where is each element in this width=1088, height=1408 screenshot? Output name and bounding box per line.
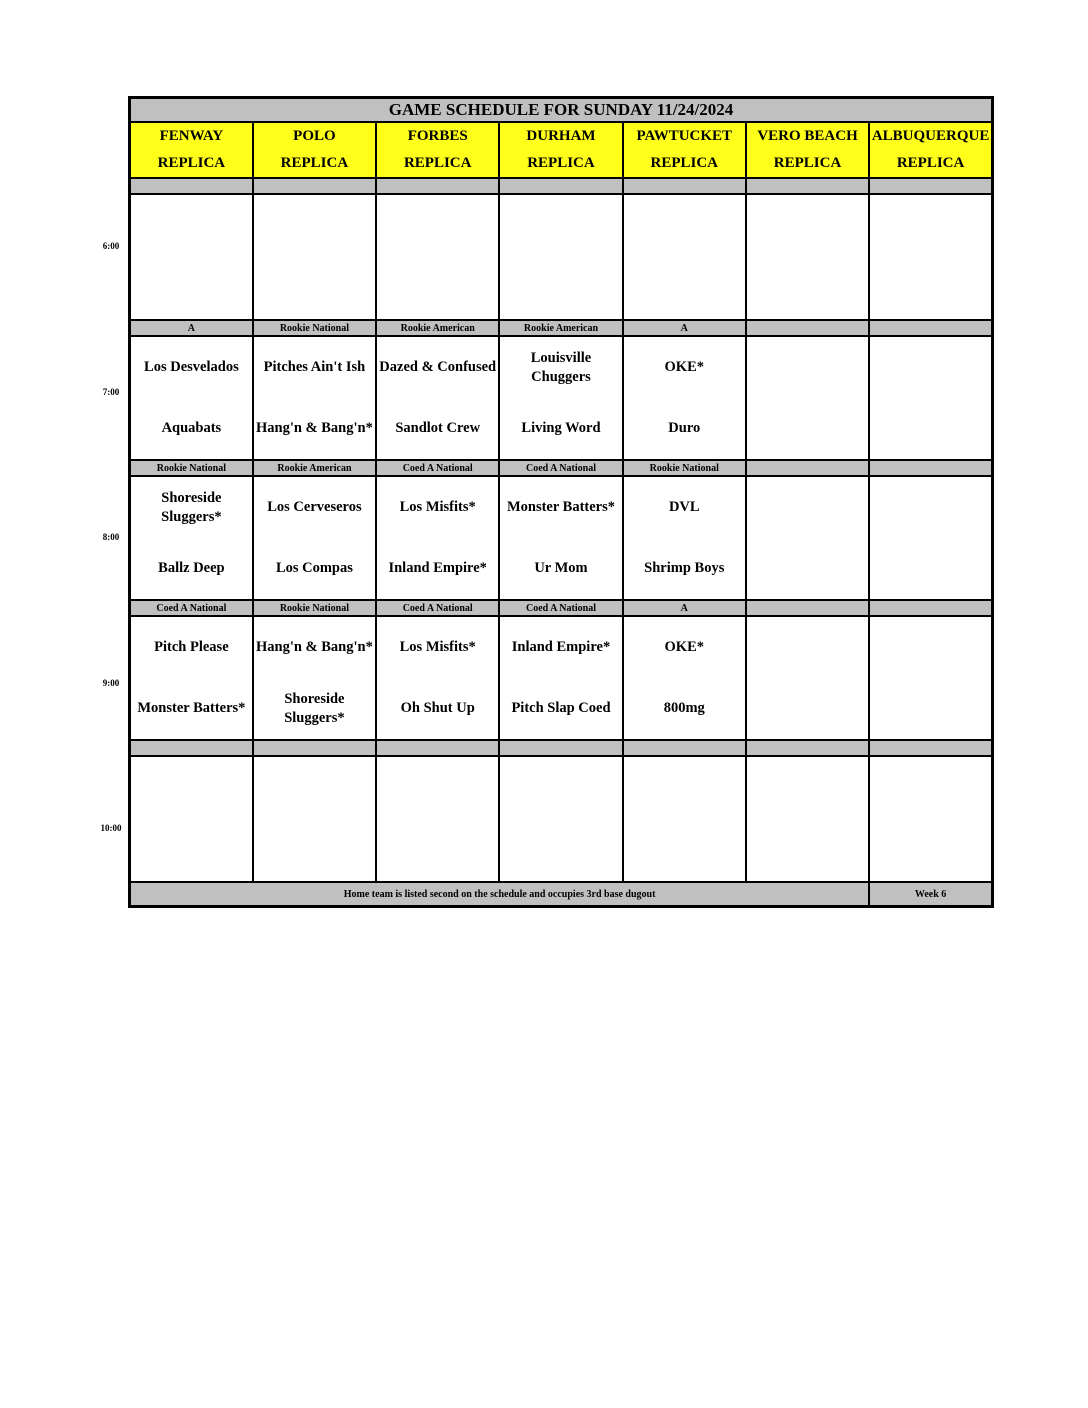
away-team: Los Cerveseros: [253, 476, 376, 538]
field-sub: REPLICA: [130, 150, 253, 178]
gap-cell: [253, 178, 376, 194]
field-name-row: [130, 122, 993, 150]
gap-cell: [623, 178, 746, 194]
empty-cell: [376, 756, 499, 882]
home-row-8: [130, 538, 993, 600]
empty-cell: [746, 194, 869, 320]
division-label: Rookie American: [376, 320, 499, 336]
field-name: ALBUQUERQUE: [869, 122, 992, 150]
division-label: Coed A National: [376, 460, 499, 476]
home-team: Duro: [623, 398, 746, 460]
gap-row: [130, 178, 993, 194]
schedule-title: GAME SCHEDULE FOR SUNDAY 11/24/2024: [130, 98, 993, 123]
division-label: [746, 320, 869, 336]
away-team: [746, 616, 869, 678]
gap-cell: [746, 740, 869, 756]
week-label: Week 6: [869, 882, 992, 907]
home-team: Inland Empire*: [376, 538, 499, 600]
home-team: [746, 678, 869, 740]
away-team: Shoreside Sluggers*: [130, 476, 253, 538]
away-row-8: [130, 476, 993, 538]
gap-cell: [130, 740, 253, 756]
field-sub: REPLICA: [499, 150, 622, 178]
home-team: [869, 678, 992, 740]
time-label-7: 7:00: [102, 387, 120, 397]
gap-cell: [376, 178, 499, 194]
title-row: [130, 98, 993, 123]
division-label: [869, 320, 992, 336]
empty-cell: [746, 756, 869, 882]
away-row-9: [130, 616, 993, 678]
field-name: POLO: [253, 122, 376, 150]
away-team: [746, 336, 869, 398]
division-label: Coed A National: [499, 600, 622, 616]
empty-cell: [253, 194, 376, 320]
gap-cell: [623, 740, 746, 756]
away-team: [869, 476, 992, 538]
empty-slot-6: [130, 194, 993, 320]
home-team: Hang'n & Bang'n*: [253, 398, 376, 460]
home-team: Living Word: [499, 398, 622, 460]
empty-cell: [253, 756, 376, 882]
away-team: [869, 616, 992, 678]
division-label: Rookie National: [623, 460, 746, 476]
away-team: Pitch Please: [130, 616, 253, 678]
gap-cell: [499, 740, 622, 756]
home-team: Sandlot Crew: [376, 398, 499, 460]
division-label: Rookie American: [499, 320, 622, 336]
gap-cell: [376, 740, 499, 756]
footer-row: [130, 882, 993, 907]
division-row-9: [130, 600, 993, 616]
home-team: Monster Batters*: [130, 678, 253, 740]
empty-cell: [623, 756, 746, 882]
division-row-7: [130, 320, 993, 336]
field-sub: REPLICA: [253, 150, 376, 178]
field-name: DURHAM: [499, 122, 622, 150]
home-team: Shoreside Sluggers*: [253, 678, 376, 740]
home-team: Los Compas: [253, 538, 376, 600]
empty-cell: [623, 194, 746, 320]
away-team: [869, 336, 992, 398]
gap-cell: [869, 178, 992, 194]
empty-cell: [376, 194, 499, 320]
division-label: A: [623, 600, 746, 616]
away-team: Los Desvelados: [130, 336, 253, 398]
gap-cell: [253, 740, 376, 756]
home-team: Shrimp Boys: [623, 538, 746, 600]
home-team: Oh Shut Up: [376, 678, 499, 740]
field-name: PAWTUCKET: [623, 122, 746, 150]
division-label: Coed A National: [499, 460, 622, 476]
away-team: Pitches Ain't Ish: [253, 336, 376, 398]
division-label: Rookie National: [130, 460, 253, 476]
division-label: [746, 460, 869, 476]
division-row-8: [130, 460, 993, 476]
home-team: 800mg: [623, 678, 746, 740]
division-label: Rookie American: [253, 460, 376, 476]
empty-cell: [499, 194, 622, 320]
away-team: Louisville Chuggers: [499, 336, 622, 398]
division-label: Rookie National: [253, 600, 376, 616]
division-label: Rookie National: [253, 320, 376, 336]
division-label: A: [623, 320, 746, 336]
division-label: [746, 600, 869, 616]
schedule-table: [128, 96, 994, 908]
gap-cell: [499, 178, 622, 194]
home-team: [869, 398, 992, 460]
away-team: Hang'n & Bang'n*: [253, 616, 376, 678]
away-team: OKE*: [623, 616, 746, 678]
away-team: Dazed & Confused: [376, 336, 499, 398]
gap-cell: [130, 178, 253, 194]
away-team: [746, 476, 869, 538]
away-team: Los Misfits*: [376, 476, 499, 538]
field-sub: REPLICA: [746, 150, 869, 178]
time-label-6: 6:00: [102, 241, 120, 251]
field-name: FENWAY: [130, 122, 253, 150]
empty-cell: [499, 756, 622, 882]
empty-cell: [130, 194, 253, 320]
home-team: Pitch Slap Coed: [499, 678, 622, 740]
field-name: FORBES: [376, 122, 499, 150]
away-team: Monster Batters*: [499, 476, 622, 538]
field-sub: REPLICA: [376, 150, 499, 178]
time-label-8: 8:00: [102, 532, 120, 542]
away-row-7: [130, 336, 993, 398]
away-team: Los Misfits*: [376, 616, 499, 678]
empty-cell: [869, 194, 992, 320]
home-row-9: [130, 678, 993, 740]
home-team: [869, 538, 992, 600]
empty-slot-10: [130, 756, 993, 882]
field-sub: REPLICA: [869, 150, 992, 178]
field-sub-row: [130, 150, 993, 178]
home-team: [746, 538, 869, 600]
empty-cell: [869, 756, 992, 882]
division-label: [869, 600, 992, 616]
gap-row: [130, 740, 993, 756]
away-team: Inland Empire*: [499, 616, 622, 678]
field-sub: REPLICA: [623, 150, 746, 178]
gap-cell: [869, 740, 992, 756]
time-label-9: 9:00: [102, 678, 120, 688]
home-row-7: [130, 398, 993, 460]
time-label-10: 10:00: [100, 823, 122, 833]
division-label: Coed A National: [130, 600, 253, 616]
gap-cell: [746, 178, 869, 194]
home-team: Aquabats: [130, 398, 253, 460]
home-team: [746, 398, 869, 460]
home-team: Ballz Deep: [130, 538, 253, 600]
home-team: Ur Mom: [499, 538, 622, 600]
away-team: OKE*: [623, 336, 746, 398]
division-label: Coed A National: [376, 600, 499, 616]
division-label: A: [130, 320, 253, 336]
field-name: VERO BEACH: [746, 122, 869, 150]
away-team: DVL: [623, 476, 746, 538]
empty-cell: [130, 756, 253, 882]
division-label: [869, 460, 992, 476]
footer-note: Home team is listed second on the schedule and occupies 3rd base dugout: [130, 882, 870, 907]
